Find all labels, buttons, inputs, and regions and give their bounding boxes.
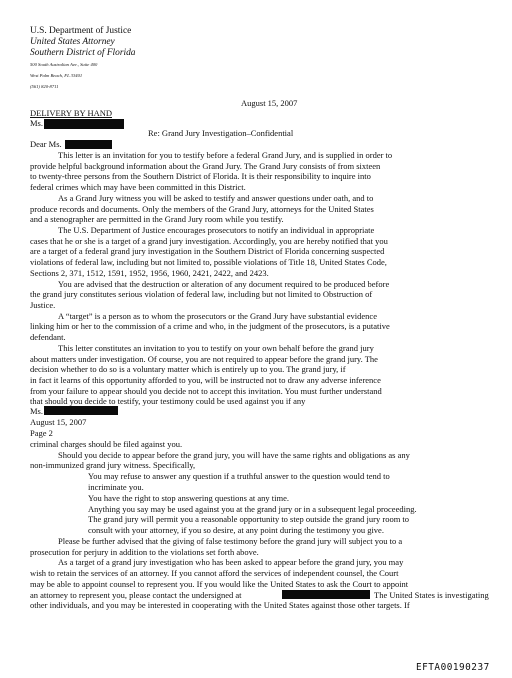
body-line: The United States is investigating (374, 590, 489, 600)
redaction-block (282, 590, 370, 599)
page2-date: August 15, 2007 (30, 417, 87, 427)
body-line: As a Grand Jury witness you will be asked to testify and answer questions under oath, and to (58, 193, 374, 203)
letterhead-office: United States Attorney (30, 37, 115, 47)
body-line: This letter constitutes an invitation to you to testify on your own behalf before the grand jury (58, 343, 374, 353)
body-line: You are advised that the destruction or alteration of any document required to be produced before (58, 279, 390, 289)
letterhead-address1: 500 South Australian Ave., Suite 400 (30, 62, 98, 67)
body-line: criminal charges should be filed against you. (30, 439, 183, 449)
body-line: are a target of a federal grand jury investigation in the Southern District of Florida concerning suspected (30, 246, 385, 256)
body-line: linking him or her to the commission of a crime and who, in the judgment of the prosecutors, is a putative (30, 321, 390, 331)
body-line: decision whether to do so is a voluntary matter which is entirely up to you. The grand jury, if (30, 364, 346, 374)
body-line: to twenty-three persons from the Southern District of Florida. It is their responsibility to inquire into (30, 171, 371, 181)
re-line: Re: Grand Jury Investigation–Confidential (148, 128, 294, 138)
body-line: produce records and documents. Only the members of the Grand Jury, attorneys for the United States (30, 204, 374, 214)
body-line: Please be further advised that the giving of false testimony before the grand jury will subject you to a (58, 536, 403, 546)
body-line: consult with your attorney, if you so desire, at any point during the testimony you give. (88, 525, 384, 535)
letterhead-address2: West Palm Beach, FL 33401 (30, 73, 83, 78)
body-line: The grand jury will permit you a reasonable opportunity to step outside the grand jury room to (88, 514, 410, 524)
body-line: in fact it learns of this opportunity afforded to you, will be instructed not to draw any adverse inference (30, 375, 381, 385)
body-line: The U.S. Department of Justice encourages prosecutors to notify an individual in appropriate (58, 225, 375, 235)
body-line: an attorney to represent you, please contact the undersigned at (30, 590, 242, 600)
redaction-block (44, 119, 124, 129)
document-id: EFTA00190237 (416, 662, 490, 673)
body-line: may be able to appoint counsel to represent you. If you would like the United States to ask the Court to appoint (30, 579, 409, 589)
body-line: non-immunized grand jury witness. Specifically, (30, 460, 196, 470)
body-line: other individuals, and you may be interested in cooperating with the United States against those other targets. If (30, 600, 410, 610)
body-line: This letter is an invitation for you to testify before a federal Grand Jury, and is supplied in order to (58, 150, 393, 160)
page2-recipient-prefix: Ms. (30, 406, 43, 416)
letterhead-district: Southern District of Florida (30, 48, 136, 58)
body-line: Should you decide to appear before the grand jury, you will have the same rights and obligations as any (58, 450, 410, 460)
redaction-block (65, 140, 112, 149)
letterhead-dept: U.S. Department of Justice (30, 26, 132, 36)
page2-page-number: Page 2 (30, 428, 53, 438)
redaction-block (44, 406, 118, 415)
body-line: wish to retain the services of an attorney. If you cannot afford the services of independent counsel, the Court (30, 568, 399, 578)
body-line: that should you decide to testify, your testimony could be used against you if any (30, 396, 306, 406)
salutation: Dear Ms. (30, 139, 62, 149)
body-line: violations of federal law, including but not limited to, possible violations of Title 18, United States Code, (30, 257, 387, 267)
body-line: As a target of a grand jury investigation who has been asked to appear before the grand jury, you may (58, 557, 404, 567)
body-line: from your failure to appear should you decide not to accept this invitation. You must further understand (30, 386, 382, 396)
recipient-prefix: Ms. (30, 118, 43, 128)
body-line: A “target” is a person as to whom the prosecutors or the Grand Jury have substantial evidence (58, 311, 377, 321)
body-line: incriminate you. (88, 482, 144, 492)
letter-date: August 15, 2007 (241, 98, 298, 108)
body-line: Anything you say may be used against you at the grand jury or in a subsequent legal proceeding. (88, 504, 417, 514)
body-line: federal crimes which may have been committed in this District. (30, 182, 246, 192)
body-line: You have the right to stop answering questions at any time. (88, 493, 289, 503)
body-line: Sections 2, 371, 1512, 1591, 1952, 1956, 1960, 2421, 2422, and 2423. (30, 268, 269, 278)
body-line: about matters under investigation. Of course, you are not required to appear before the grand jury. The (30, 354, 378, 364)
body-line: prosecution for perjury in addition to the violations set forth above. (30, 547, 259, 557)
body-line: provide helpful background information about the Grand Jury. The Grand Jury consists of from sixteen (30, 161, 381, 171)
letterhead-phone: (561) 820-8711 (30, 84, 59, 89)
body-line: defendant. (30, 332, 66, 342)
body-line: Justice. (30, 300, 56, 310)
delivery-method: DELIVERY BY HAND (30, 108, 113, 118)
body-line: and a stenographer are permitted in the Grand Jury room while you testify. (30, 214, 284, 224)
body-line: You may refuse to answer any question if a truthful answer to the question would tend to (88, 471, 390, 481)
body-line: cases that he or she is a target of a grand jury investigation. Accordingly, you are hereby notified that you (30, 236, 388, 246)
body-line: the grand jury constitutes serious violation of federal law, including but not limited to Obstruction of (30, 289, 373, 299)
